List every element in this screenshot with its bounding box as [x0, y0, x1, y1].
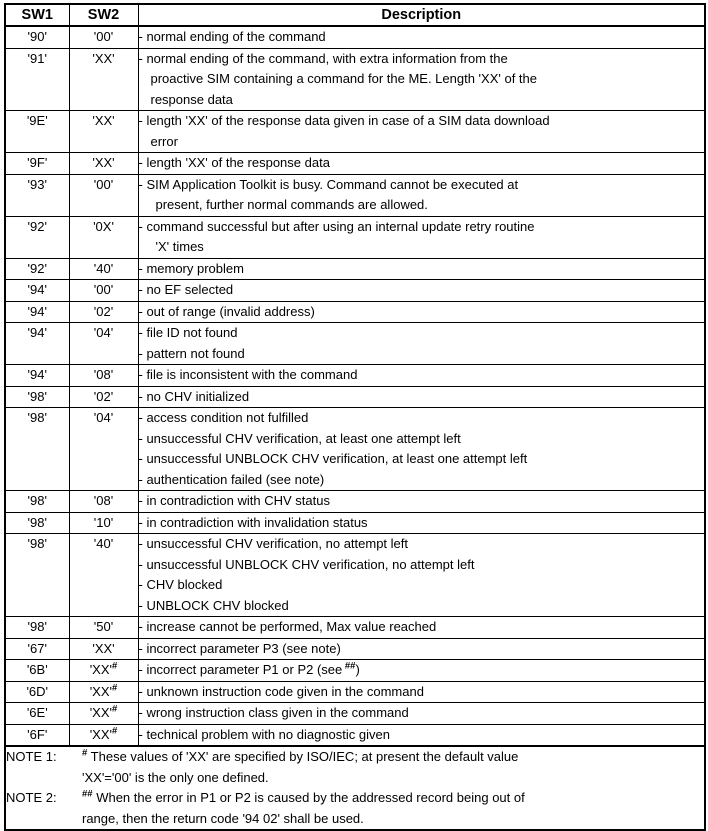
- description-line-continuation: 'X' times: [155, 239, 204, 254]
- table-row: [5, 111, 705, 153]
- notes-row: [5, 746, 705, 830]
- cell-sw2: '04': [69, 323, 138, 365]
- cell-sw1: '6F': [5, 724, 69, 746]
- description-line: - SIM Application Toolkit is busy. Command cannot be executed at present, further normal commands are allowed.: [139, 175, 705, 216]
- cell-sw2: 'XX'#: [69, 703, 138, 725]
- cell-description: [138, 111, 705, 153]
- column-header-sw2: SW2: [69, 4, 138, 26]
- description-line: - out of range (invalid address): [138, 303, 315, 319]
- description-line: - incorrect parameter P3 (see note): [138, 640, 341, 656]
- note-label: NOTE 2:: [6, 790, 57, 805]
- table-row: [5, 174, 705, 216]
- table-row: [5, 48, 705, 111]
- table-body: [5, 26, 705, 746]
- cell-description: [138, 323, 705, 365]
- description-line: - unsuccessful UNBLOCK CHV verification, no attempt left: [138, 556, 475, 572]
- cell-description: [138, 408, 705, 491]
- cell-sw2: '50': [69, 617, 138, 639]
- description-line: - file is inconsistent with the command: [138, 367, 358, 382]
- description-line: - in contradiction with invalidation status: [138, 514, 368, 530]
- table-row: [5, 534, 705, 617]
- table-row: [5, 26, 705, 48]
- cell-sw1: '98': [5, 617, 69, 639]
- description-line: - length 'XX' of the response data given in case of a SIM data download error: [139, 111, 705, 152]
- description-line: - unknown instruction code given in the command: [138, 683, 424, 699]
- status-word-table: [4, 3, 706, 831]
- description-line: - no EF selected: [138, 282, 234, 297]
- table-row: [5, 323, 705, 365]
- cell-sw2: '08': [69, 365, 138, 387]
- cell-description: [138, 617, 705, 639]
- cell-sw2: 'XX'#: [69, 681, 138, 703]
- description-line-continuation: error: [150, 133, 178, 149]
- table-row: [5, 512, 705, 534]
- cell-sw1: '94': [5, 280, 69, 302]
- cell-description: [138, 280, 705, 302]
- cell-sw1: '92': [5, 216, 69, 258]
- cell-sw2: '40': [69, 534, 138, 617]
- cell-sw1: '98': [5, 408, 69, 491]
- cell-sw1: '92': [5, 258, 69, 280]
- footnote-marker: #: [112, 682, 118, 694]
- description-line: - increase cannot be performed, Max value reached: [138, 619, 437, 634]
- description-line-continuation: proactive SIM containing a command for the ME. Length 'XX' of the: [150, 71, 538, 86]
- cell-sw2: 'XX': [69, 638, 138, 660]
- note-line-continuation: range, then the return code '94 02' shall be used.: [82, 810, 364, 826]
- cell-sw2: '00': [69, 280, 138, 302]
- description-line-continuation: response data: [150, 91, 233, 107]
- cell-description: [138, 512, 705, 534]
- cell-sw1: '9E': [5, 111, 69, 153]
- cell-sw1: '6B': [5, 660, 69, 682]
- table-row: [5, 660, 705, 682]
- description-line: - normal ending of the command, with extra information from the proactive SIM containing a command for the ME. Length 'XX' of the response data: [139, 49, 705, 111]
- description-line: - wrong instruction class given in the command: [138, 705, 409, 720]
- footnote-marker: ##: [342, 660, 356, 672]
- cell-description: [138, 301, 705, 323]
- cell-sw1: '90': [5, 26, 69, 48]
- cell-sw2: 'XX': [69, 153, 138, 175]
- description-line: - in contradiction with CHV status: [138, 493, 330, 508]
- cell-description: [138, 216, 705, 258]
- cell-description: [138, 638, 705, 660]
- table-row: [5, 617, 705, 639]
- description-line: - unsuccessful UNBLOCK CHV verification, at least one attempt left: [138, 451, 528, 466]
- footnote-marker: #: [82, 747, 88, 759]
- description-line: - unsuccessful CHV verification, at least one attempt left: [138, 430, 461, 446]
- footnote-marker: #: [112, 660, 118, 672]
- cell-description: [138, 660, 705, 682]
- cell-sw1: '93': [5, 174, 69, 216]
- cell-description: [138, 386, 705, 408]
- cell-description: [138, 153, 705, 175]
- cell-sw2: 'XX'#: [69, 660, 138, 682]
- note-line: NOTE 2: ## When the error in P1 or P2 is caused by the addressed record being out of: [6, 788, 704, 809]
- cell-sw1: '6E': [5, 703, 69, 725]
- footnote-marker: #: [112, 703, 118, 715]
- description-line: - unsuccessful CHV verification, no attempt left: [138, 536, 409, 551]
- cell-sw1: '94': [5, 323, 69, 365]
- cell-sw2: 'XX': [69, 48, 138, 111]
- table-row: [5, 638, 705, 660]
- cell-sw2: '02': [69, 386, 138, 408]
- cell-sw2: '00': [69, 174, 138, 216]
- cell-sw2: '08': [69, 491, 138, 513]
- cell-description: [138, 174, 705, 216]
- cell-sw2: '40': [69, 258, 138, 280]
- description-line: - no CHV initialized: [138, 388, 250, 404]
- table-row: [5, 301, 705, 323]
- description-line: - command successful but after using an internal update retry routine 'X' times: [139, 217, 705, 258]
- table-row: [5, 703, 705, 725]
- table-row: [5, 386, 705, 408]
- cell-sw2: 'XX'#: [69, 724, 138, 746]
- description-line: - pattern not found: [138, 345, 245, 361]
- table-row: [5, 280, 705, 302]
- cell-sw1: '98': [5, 491, 69, 513]
- column-header-sw1: SW1: [5, 4, 69, 26]
- cell-sw1: '98': [5, 534, 69, 617]
- description-line: - UNBLOCK CHV blocked: [138, 597, 289, 613]
- cell-sw2: '00': [69, 26, 138, 48]
- table-header-row: [5, 4, 705, 26]
- table-row: [5, 365, 705, 387]
- table-row: [5, 681, 705, 703]
- description-line: - technical problem with no diagnostic given: [138, 726, 390, 742]
- table-row: [5, 491, 705, 513]
- table-row: [5, 408, 705, 491]
- table-row: [5, 153, 705, 175]
- cell-description: [138, 26, 705, 48]
- cell-sw2: '0X': [69, 216, 138, 258]
- description-line: - access condition not fulfilled: [138, 410, 309, 425]
- description-line: - CHV blocked: [138, 577, 223, 592]
- cell-sw1: '91': [5, 48, 69, 111]
- cell-sw2: '10': [69, 512, 138, 534]
- cell-description: [138, 703, 705, 725]
- cell-description: [138, 365, 705, 387]
- cell-sw1: '98': [5, 386, 69, 408]
- table-row: [5, 216, 705, 258]
- cell-description: [138, 681, 705, 703]
- table-row: [5, 724, 705, 746]
- cell-description: [138, 258, 705, 280]
- cell-sw2: '02': [69, 301, 138, 323]
- cell-sw1: '94': [5, 365, 69, 387]
- notes-block: [5, 746, 705, 830]
- cell-sw2: 'XX': [69, 111, 138, 153]
- cell-sw1: '6D': [5, 681, 69, 703]
- cell-description: [138, 534, 705, 617]
- cell-sw1: '94': [5, 301, 69, 323]
- description-line: - normal ending of the command: [138, 29, 326, 44]
- column-header-description: Description: [138, 4, 705, 26]
- footnote-marker: ##: [82, 788, 93, 800]
- cell-description: [138, 724, 705, 746]
- cell-sw2: '04': [69, 408, 138, 491]
- note-line: NOTE 1: # These values of 'XX' are specified by ISO/IEC; at present the default value: [6, 747, 704, 768]
- note-line-continuation: 'XX'='00' is the only one defined.: [82, 769, 269, 785]
- cell-sw1: '9F': [5, 153, 69, 175]
- cell-description: [138, 48, 705, 111]
- description-line-continuation: present, further normal commands are allowed.: [155, 197, 428, 212]
- description-line: - incorrect parameter P1 or P2 (see ##): [138, 660, 360, 677]
- cell-sw1: '98': [5, 512, 69, 534]
- cell-sw1: '67': [5, 638, 69, 660]
- description-line: - length 'XX' of the response data: [138, 155, 330, 170]
- description-line: - memory problem: [138, 260, 244, 276]
- table-row: [5, 258, 705, 280]
- description-line: - file ID not found: [138, 325, 238, 340]
- note-label: NOTE 1:: [6, 749, 57, 764]
- cell-description: [138, 491, 705, 513]
- description-line: - authentication failed (see note): [138, 471, 325, 487]
- footnote-marker: #: [112, 725, 118, 737]
